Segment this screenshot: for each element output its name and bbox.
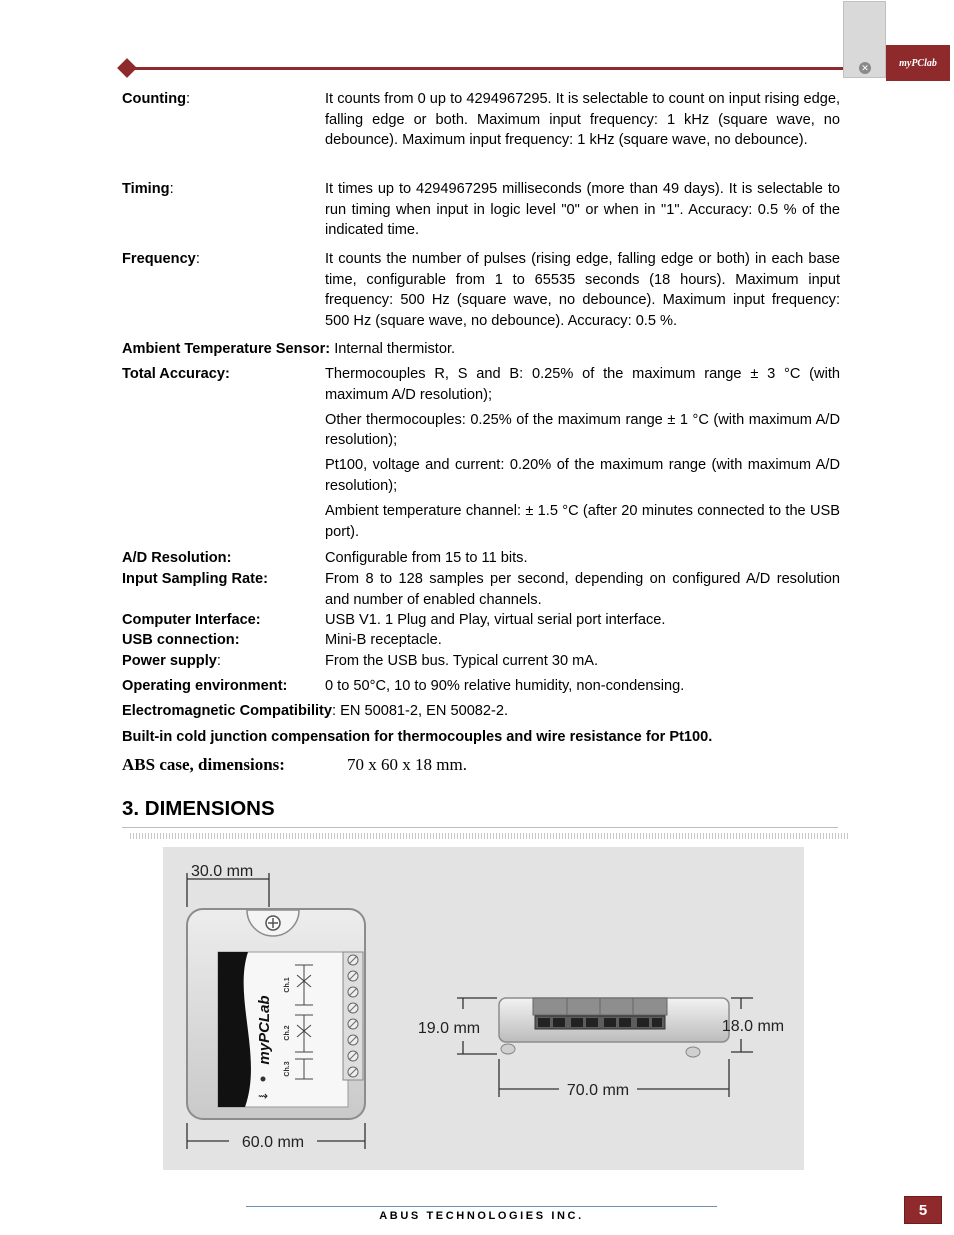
- close-circle-icon: ✕: [859, 62, 871, 74]
- spec-value: It counts from 0 up to 4294967295. It is selectable to count on input rising edge, falling edge or both. Maximum input frequency: 1 kHz (square wave, no debounce). Maximum input frequency: 1 kHz (square wave, no debounce).: [325, 91, 840, 149]
- spec-value: USB V1. 1 Plug and Play, virtual serial port interface.: [325, 612, 666, 628]
- spec-label: Power supply: [122, 653, 217, 669]
- spec-ad-resolution: [122, 548, 840, 569]
- spec-ambient: [122, 339, 840, 360]
- dimensions-drawing: [163, 847, 804, 1170]
- device-side-view: [499, 998, 729, 1057]
- spec-value: Thermocouples R, S and B: 0.25% of the maximum range ± 3 °C (with maximum A/D resolution);: [325, 366, 840, 403]
- spec-value: Ambient temperature channel: ± 1.5 °C (after 20 minutes connected to the USB port).: [325, 503, 840, 540]
- header-tab: [843, 1, 886, 78]
- spec-power-supply: Power supply: From the USB bus. Typical current 30 mA.: [122, 651, 840, 672]
- footer-rule: [246, 1206, 717, 1207]
- channel-label: Ch.1: [284, 977, 291, 993]
- spec-value: Configurable from 15 to 11 bits.: [325, 550, 528, 566]
- spec-label: Total Accuracy:: [122, 366, 230, 382]
- spec-frequency: Frequency: It counts the number of pulses (rising edge, falling edge or both) in each base time, configurable from 1 to 65535 seconds (18 hours). Maximum input frequency: 500 Hz (square wave, no debounce). Maximum input frequency: 500 Hz (square wave, no debounce). Accuracy: 0.5 %.: [122, 249, 840, 331]
- spec-total-accuracy: [122, 364, 840, 542]
- spec-label: Computer Interface:: [122, 612, 261, 628]
- spec-label: Ambient Temperature Sensor:: [122, 341, 331, 357]
- right-height-label: 18.0 mm: [721, 1018, 785, 1035]
- spec-sampling-rate: [122, 569, 840, 610]
- spec-label: Frequency: [122, 251, 196, 267]
- page-number: 5: [918, 1201, 928, 1219]
- usb-icon: ⇝: [258, 1089, 269, 1103]
- spec-value: 70 x 60 x 18 mm.: [347, 755, 467, 774]
- spec-value: From 8 to 128 samples per second, depending on configured A/D resolution and number of enabled channels.: [325, 571, 840, 608]
- footer-company: ABUS TECHNOLOGIES INC.: [379, 1210, 584, 1222]
- left-height-dimension: [418, 998, 497, 1054]
- section-hatch-divider: [130, 833, 848, 839]
- side-length-dimension: [499, 1059, 729, 1099]
- spec-label: A/D Resolution:: [122, 550, 232, 566]
- spec-label: Timing: [122, 181, 170, 197]
- bottom-width-dimension: [187, 1123, 365, 1151]
- spec-computer-interface: [122, 610, 840, 631]
- top-width-label: 30.0 mm: [191, 863, 254, 880]
- spec-label: Counting: [122, 91, 187, 107]
- spec-value: From the USB bus. Typical current 30 mA.: [325, 653, 599, 669]
- spec-value: 0 to 50°C, 10 to 90% relative humidity, non-condensing.: [325, 678, 685, 694]
- spec-label: ABS case, dimensions:: [122, 755, 285, 774]
- spec-case: [122, 754, 840, 776]
- header-brand: myPClab: [886, 45, 950, 81]
- spec-value: Pt100, voltage and current: 0.20% of the maximum range (with maximum A/D resolution);: [325, 457, 840, 494]
- channel-label: Ch.3: [284, 1061, 291, 1077]
- right-height-dimension: [722, 998, 784, 1052]
- spec-emc: [122, 701, 840, 722]
- header-diamond-icon: [117, 58, 137, 78]
- header-rule: [124, 67, 846, 70]
- spec-value: Internal thermistor.: [330, 341, 456, 357]
- top-width-dimension: [187, 863, 269, 907]
- spec-value: : EN 50081-2, EN 50082-2.: [332, 703, 509, 719]
- spec-label: Electromagnetic Compatibility: [122, 703, 333, 719]
- spec-cold-junction: [122, 727, 840, 748]
- bottom-width-label: 60.0 mm: [241, 1134, 305, 1151]
- dimensions-figure: [163, 847, 804, 1170]
- spec-value: It counts the number of pulses (rising edge, falling edge or both) in each base time, configurable from 1 to 65535 seconds (18 hours). Maximum input frequency: 500 Hz (square wave, no debounce). Maximum input frequency: 500 Hz (square wave, no debounce). Accuracy: 0.5 %.: [325, 251, 840, 329]
- section-underline: [122, 827, 838, 828]
- spec-label: Built-in cold junction compensation for thermocouples and wire resistance for Pt100.: [122, 729, 713, 745]
- spec-label: Operating environment:: [122, 678, 288, 694]
- page-number-badge: [904, 1196, 942, 1224]
- spec-value: Mini-B receptacle.: [325, 632, 442, 648]
- spec-usb-connection: [122, 630, 840, 651]
- device-logo: myPCLab: [256, 995, 273, 1065]
- left-height-label: 19.0 mm: [417, 1020, 481, 1037]
- section-title: 3. DIMENSIONS: [122, 797, 275, 820]
- spec-label: Input Sampling Rate:: [122, 571, 268, 587]
- channel-label: Ch.2: [284, 1025, 291, 1041]
- spec-value: It times up to 4294967295 milliseconds (more than 49 days). It is selectable to run timing when input in logic level "0" or when in "1". Accuracy: 0.5 % of the indicated time.: [325, 181, 840, 239]
- side-length-label: 70.0 mm: [566, 1082, 630, 1099]
- spec-counting: Counting: It counts from 0 up to 4294967295. It is selectable to count on input rising edge, falling edge or both. Maximum input frequency: 1 kHz (square wave, no debounce). Maximum input frequency: 1 kHz (square wave, no debounce).: [122, 89, 840, 151]
- device-top-view: [187, 909, 365, 1119]
- spec-value: Other thermocouples: 0.25% of the maximum range ± 1 °C (with maximum A/D resolution);: [325, 411, 840, 449]
- spec-timing: Timing: It times up to 4294967295 milliseconds (more than 49 days). It is selectable to run timing when input in logic level "0" or when in "1". Accuracy: 0.5 % of the indicated time.: [122, 179, 840, 241]
- spec-label: USB connection:: [122, 632, 240, 648]
- led-icon: [261, 1077, 266, 1082]
- spec-operating-environment: [122, 676, 840, 697]
